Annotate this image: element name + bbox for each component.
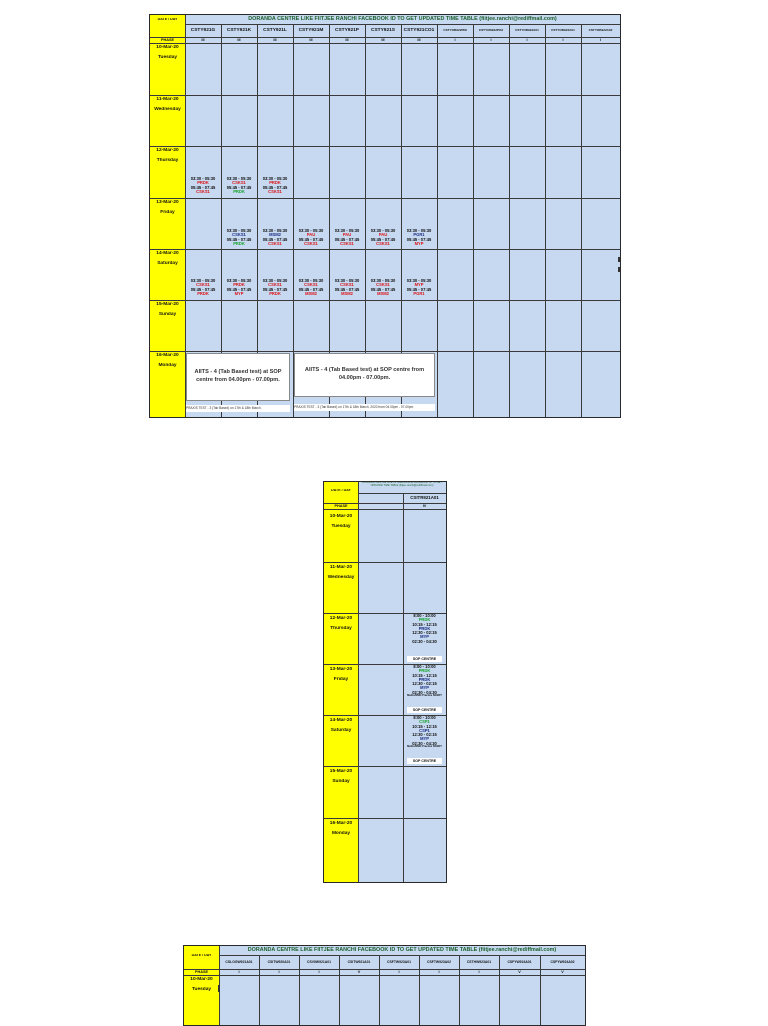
class-time: 8:00 - 10:00: [413, 715, 436, 720]
class-time: 02:30 - 04:30: [412, 689, 437, 695]
phase-value: I: [562, 38, 564, 42]
batch-code: CSITW921A01: [347, 960, 371, 964]
class-subject: PRDK: [418, 676, 431, 682]
practice-note: Maths/NMO Practice NCERT: [407, 745, 442, 749]
grid-line: [324, 562, 446, 563]
batch-code: CSTYOB922PO2: [478, 28, 504, 32]
banner: DORANDA CENTRE LIKE FIITJEE RANCHI FACEBOOK ID TO GET UPDATED TIME TABLE (fiitjee.ranchi@rediffmail.com): [248, 16, 557, 22]
date-label: 11-Mar-20: [156, 97, 179, 102]
class-time: 8:00 - 10:00: [413, 613, 436, 618]
class-subject: PRDK: [197, 290, 209, 296]
batch-code: CSFYW924A02: [550, 960, 575, 964]
class-entry: [222, 229, 256, 246]
batch-code: CSTY921M: [298, 28, 324, 33]
class-entry: [404, 665, 445, 698]
day-label: Sunday: [158, 312, 177, 317]
phase-value: V: [561, 970, 564, 974]
class-entry: [366, 279, 400, 296]
class-subject: PRDK: [418, 668, 431, 674]
class-time: 05:45 - 07:45: [226, 236, 252, 242]
phase-value: IV: [422, 504, 427, 508]
class-subject: CSKS1: [196, 188, 210, 194]
date-label: 12-Mar-20: [156, 148, 179, 153]
class-time: 05:45 - 07:45: [370, 236, 396, 242]
class-entry: [186, 177, 220, 194]
grid-line: [184, 969, 585, 970]
grid-line: [324, 818, 446, 819]
class-subject: PGR1: [413, 290, 425, 296]
phase-value: I: [398, 970, 400, 974]
day-label: Tuesday: [331, 524, 351, 529]
class-entry: [258, 229, 292, 246]
class-subject: CSKS1: [268, 240, 282, 246]
class-time: 05:45 - 07:45: [406, 236, 432, 242]
phase-value: III: [345, 38, 349, 42]
aiits-notice-right: AIITS - 4 (Tab Based test) at SOP centre from 04.00pm - 07.00pm.: [294, 353, 435, 397]
class-time: 05:45 - 07:45: [370, 286, 396, 292]
class-subject: CSKS1: [232, 232, 246, 238]
class-subject: MSM2: [269, 232, 281, 238]
date-label: 13-Mar-20: [329, 667, 353, 672]
class-entry: [222, 177, 256, 194]
timetable-doranda-centre-2: [183, 945, 586, 1026]
sop-centre-label: SOP CENTRE: [407, 707, 442, 713]
batch-code: CSITR921A01: [410, 495, 439, 500]
practice-note: Maths/NMO Practice NCERT: [407, 694, 442, 698]
class-time: 05:45 - 07:45: [190, 286, 216, 292]
class-entry: [402, 279, 436, 296]
class-entry: [294, 279, 328, 296]
phase-value: III: [237, 38, 241, 42]
class-subject: PRDK: [233, 282, 245, 288]
batch-code: CSTY921G: [190, 28, 216, 33]
class-time: 03:30 - 05:30: [334, 228, 360, 233]
grid-line: [339, 955, 340, 1025]
edge-marker: [618, 257, 620, 262]
class-time: 03:30 - 05:30: [370, 278, 396, 283]
grid-line: [499, 955, 500, 1025]
class-entry: [330, 229, 364, 246]
batch-code: CSFYW924A01: [507, 960, 532, 964]
class-subject: CSP1: [419, 719, 430, 725]
batch-code: CSTY921K: [226, 28, 252, 33]
class-time: 03:30 - 05:30: [226, 278, 252, 283]
class-subject: CSKS1: [376, 282, 390, 288]
day-label: Tuesday: [191, 987, 212, 992]
class-time: 05:45 - 07:45: [262, 184, 288, 190]
class-subject: CSKS1: [196, 282, 210, 288]
day-label: Saturday: [330, 728, 352, 733]
date-label: 15-Mar-20: [329, 769, 353, 774]
class-subject: CSKS1: [268, 188, 282, 194]
class-time: 05:45 - 07:45: [334, 286, 360, 292]
class-time: 03:30 - 05:30: [298, 278, 324, 283]
batch-code: CSTYOB922A01: [515, 28, 539, 32]
class-subject: PAU: [306, 232, 316, 238]
phase-value: III: [309, 38, 313, 42]
class-subject: MYP: [420, 634, 429, 640]
batch-code: CSTY921P: [335, 28, 359, 33]
edge-marker: [218, 985, 220, 992]
day-label: Tuesday: [157, 55, 178, 60]
class-subject: PRDK: [418, 617, 431, 623]
date-label: 13-Mar-20: [156, 200, 179, 205]
grid-line: [324, 503, 446, 504]
class-entry: [258, 279, 292, 296]
date-label: 16-Mar-20: [329, 821, 353, 826]
grid-line: [509, 24, 510, 417]
class-subject: CSKS1: [376, 240, 390, 246]
class-time: 10:15 - 12:15: [412, 723, 437, 729]
class-subject: MSM2: [341, 290, 353, 296]
class-time: 03:30 - 05:30: [406, 278, 432, 283]
grid-line: [358, 493, 446, 494]
class-time: 05:45 - 07:45: [298, 286, 324, 292]
class-time: 03:30 - 05:30: [190, 176, 216, 181]
batch-code: CSTY921L: [263, 28, 287, 33]
phase-value: I: [478, 970, 480, 974]
phase-value: I: [238, 970, 240, 974]
class-entry: [294, 229, 328, 246]
class-time: 8:00 - 10:00: [413, 664, 436, 669]
class-subject: CSKS1: [304, 282, 318, 288]
aiits-notice-left: AIITS - 4 (Tab Based test) at SOP centre from 04.00pm - 07.00pm.: [186, 353, 290, 401]
class-entry: [366, 229, 400, 246]
class-time: 03:30 - 05:30: [190, 278, 216, 283]
grid-line: [419, 955, 420, 1025]
grid-line: [185, 24, 620, 25]
grid-line: [473, 24, 474, 417]
grid-line: [259, 955, 260, 1025]
class-time: 02:30 - 04:30: [412, 638, 437, 644]
class-subject: PAU: [378, 232, 388, 238]
grid-line: [581, 24, 582, 417]
class-subject: CSKS1: [232, 180, 246, 186]
class-subject: PRDK: [418, 625, 431, 631]
day-label: Sunday: [332, 779, 350, 784]
banner: DORANDA CENTRE LIKE FIITJEE RANCHI FACEBOOK ID TO GET UPDATED TIME TABLE (fiitjee.ranchi@rediffmail.com): [362, 482, 442, 487]
class-subject: PRDK: [269, 180, 281, 186]
class-subject: PRDK: [197, 180, 209, 186]
phase-value: V: [357, 970, 361, 974]
grid-line: [358, 482, 359, 882]
phase-value: I: [599, 38, 602, 42]
class-entry: [402, 229, 436, 246]
batch-code: CSVIIW921A01: [307, 960, 331, 964]
class-time: 12:30 - 02:15: [412, 681, 437, 687]
phase-value: I: [278, 970, 280, 974]
date-label: 12-Mar-20: [329, 616, 353, 621]
batch-code: CSFTW923A01: [387, 960, 411, 964]
day-label: Saturday: [157, 261, 178, 266]
class-time: 05:45 - 07:45: [190, 184, 216, 190]
class-entry: [222, 279, 256, 296]
class-time: 03:30 - 05:30: [226, 228, 252, 233]
date-day-header: DATE / DAY: [331, 489, 351, 492]
phase-value: I: [318, 970, 320, 974]
class-time: 03:30 - 05:30: [334, 278, 360, 283]
class-time: 03:30 - 05:30: [262, 176, 288, 181]
day-label: Friday: [160, 210, 175, 215]
batch-code: CSTYOB922PNI: [443, 28, 467, 32]
class-time: 05:45 - 07:45: [262, 236, 288, 242]
class-time: 05:45 - 07:45: [298, 236, 324, 242]
class-subject: CSKS1: [340, 282, 354, 288]
grid-line: [437, 24, 438, 417]
batch-code: CSLOGW921A01: [225, 960, 253, 964]
class-time: 03:30 - 05:30: [298, 228, 324, 233]
timetable-doranda-centre-1: [149, 14, 621, 418]
class-time: 12:30 - 02:15: [412, 630, 437, 636]
edge-marker: [618, 267, 620, 272]
date-label: 10-Mar-20: [329, 514, 353, 519]
class-entry: [404, 716, 445, 749]
class-entry: [404, 614, 445, 644]
grid-line: [299, 955, 300, 1025]
class-subject: PRDK: [233, 188, 245, 194]
class-entry: [258, 177, 292, 194]
grid-line: [324, 766, 446, 767]
grid-line: [379, 955, 380, 1025]
class-time: 05:45 - 07:45: [406, 286, 432, 292]
banner: DORANDA CENTRE LIKE FIITJEE RANCHI FACEBOOK ID TO GET UPDATED TIME TABLE (fiitjee.ranchi@rediffmail.com): [247, 947, 557, 953]
grid-line: [184, 975, 585, 976]
class-subject: MYP: [414, 240, 424, 246]
timetable-csitr921a01: [323, 481, 447, 883]
class-subject: CSKS1: [268, 282, 282, 288]
phase-value: III: [381, 38, 385, 42]
class-subject: PGR1: [413, 232, 425, 238]
phase-label: PHASE: [194, 970, 209, 974]
grid-line: [459, 955, 460, 1025]
grid-line: [540, 955, 541, 1025]
phase-value: I: [526, 38, 528, 42]
class-subject: MYP: [414, 282, 424, 288]
batch-code: CSTY921S: [371, 28, 395, 33]
batch-code: CSTYOB922A01: [551, 28, 575, 32]
grid-line: [219, 955, 585, 956]
class-time: 10:15 - 12:15: [412, 672, 437, 678]
class-subject: MYP: [420, 685, 429, 691]
phase-value: III: [417, 38, 421, 42]
phase-value: I: [490, 38, 492, 42]
date-label: 14-Mar-20: [329, 718, 353, 723]
class-time: 03:30 - 05:30: [406, 228, 432, 233]
phase-label: PHASE: [160, 38, 175, 42]
date-label: 14-Mar-20: [156, 251, 179, 256]
class-entry: [330, 279, 364, 296]
batch-code: CSTHW923A01: [466, 960, 492, 964]
class-time: 03:30 - 05:30: [262, 278, 288, 283]
class-subject: PRDK: [269, 290, 281, 296]
class-subject: MSM2: [377, 290, 389, 296]
class-subject: MYP: [420, 736, 429, 742]
date-label: 10-Mar-20: [190, 977, 213, 982]
class-time: 05:45 - 07:45: [226, 286, 252, 292]
phase-value: V: [518, 970, 521, 974]
class-time: 02:30 - 04:30: [412, 740, 437, 746]
day-label: Monday: [331, 831, 351, 836]
class-time: 03:30 - 05:30: [262, 228, 288, 233]
phase-label: PHASE: [334, 504, 348, 508]
sop-centre-label: SOP CENTRE: [407, 758, 442, 764]
class-subject: PRDK: [233, 240, 245, 246]
day-label: Thursday: [330, 626, 352, 631]
grid-line: [545, 24, 546, 417]
sop-centre-label: SOP CENTRE: [407, 656, 442, 662]
class-time: 03:30 - 05:30: [370, 228, 396, 233]
class-subject: CSP1: [419, 727, 430, 733]
class-time: 10:15 - 12:15: [412, 621, 437, 627]
date-day-header: DATE / DAY: [157, 18, 178, 21]
date-label: 16-Mar-20: [156, 353, 179, 358]
date-label: 11-Mar-20: [329, 565, 353, 570]
date-day-header: DATE / DAY: [191, 954, 212, 957]
class-time: 05:45 - 07:45: [262, 286, 288, 292]
class-time: 12:30 - 02:15: [412, 732, 437, 738]
praxis-note-left: PRAXIS TEST - 3 (Tab Based) on 17th & 18th March.: [186, 405, 290, 412]
praxis-note-right: PRAXIS TEST - 3 (Tab Based) on 17th & 18th March, 2020 from 04.00pm - 07.00pm: [294, 404, 435, 411]
batch-code: CSTYOB922A02: [588, 28, 613, 32]
class-subject: PAU: [342, 232, 352, 238]
day-label: Wednesday: [327, 575, 355, 580]
class-time: 05:45 - 07:45: [226, 184, 252, 190]
batch-code: CSITW920A01: [267, 960, 291, 964]
class-entry: [186, 279, 220, 296]
phase-value: III: [201, 38, 205, 42]
class-subject: MSM2: [305, 290, 317, 296]
batch-code: CSFTW923A02: [427, 960, 451, 964]
phase-value: III: [273, 38, 277, 42]
class-time: 05:45 - 07:45: [334, 236, 360, 242]
day-label: Thursday: [156, 158, 179, 163]
day-label: Monday: [158, 363, 177, 368]
day-label: Wednesday: [154, 107, 181, 112]
phase-value: I: [454, 38, 456, 42]
class-subject: CSKS1: [340, 240, 354, 246]
class-subject: CSKS1: [304, 240, 318, 246]
grid-line: [324, 509, 446, 510]
class-time: 03:30 - 05:30: [226, 176, 252, 181]
date-column: [184, 946, 219, 1025]
batch-code: CSTY921CO1: [403, 28, 435, 33]
phase-value: I: [438, 970, 440, 974]
class-subject: MYP: [234, 290, 244, 296]
date-label: 10-Mar-20: [156, 45, 179, 50]
date-label: 15-Mar-20: [156, 302, 179, 307]
day-label: Friday: [333, 677, 349, 682]
